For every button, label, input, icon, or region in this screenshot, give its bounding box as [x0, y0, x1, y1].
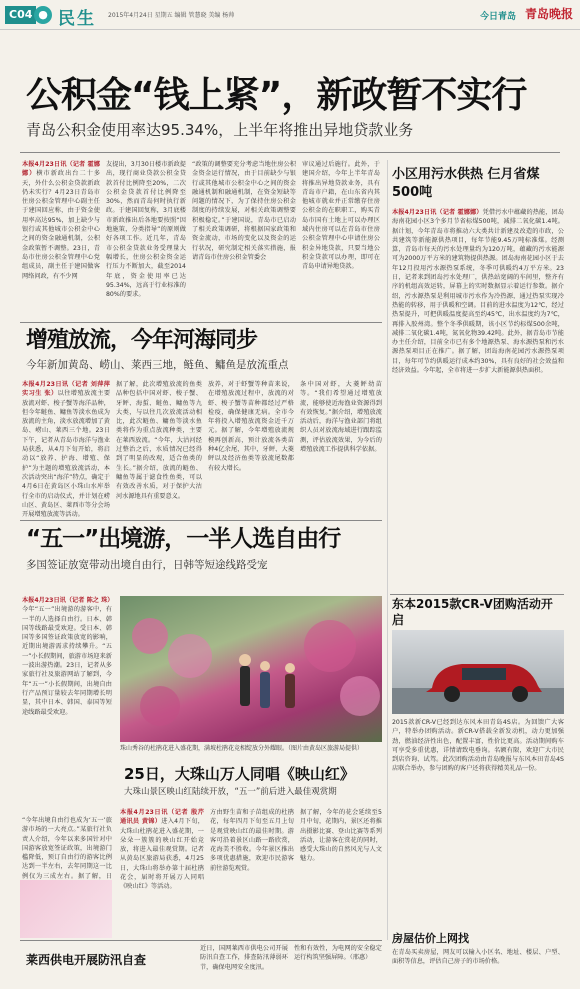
story1-rule	[20, 152, 560, 153]
story3-col2: “今年出境自由行也成为‘五一’旅游市场的一大亮点。”某旅行社负责人介绍，今年以来多国针对中国游客放宽签证政策，出境游门槛降低，预订自由行的游客比例达到一半左右，去年同期这一比例仅为三成左右。据了解，日	[22, 817, 112, 880]
story3-rule	[20, 520, 382, 521]
story4-col3: 据了解，今年的花会延续至5月中旬，花期内，景区还将推出摄影比赛、登山比赛等系列活动，让游客在赏花的同时，感受大珠山的自然风光与人文魅力。	[300, 809, 382, 863]
story1-col3: “政策的调整要充分考虑当地住房公积金资金运行情况，由于目前缺少与银行或其他城市公积金中心之间的资金融通机制和融通机制，在资金短缺等问题的情况下，为了保持住房公积金制度的持续发展，对相关政策调整要积极稳定。”于建国说，青岛市已启动了相关政策调研，将根据国家政策和资金流动，市场的变化以及资金的运行状况，研究制定相关落实措施，报请青岛市住房公积金管委会	[192, 161, 296, 261]
story3-lead: 本报4月23日讯（记者 陈之 珠）	[22, 597, 114, 604]
story2-lead: 本报4月23日讯（记者 刘萍萍 实习生 张）	[22, 381, 110, 398]
side3-headline: 房屋估价上网找	[392, 932, 469, 945]
story4-col1	[120, 808, 204, 936]
story1-lead: 本报4月23日讯（记者 霍娜娜）	[22, 161, 100, 178]
story4-headline: 25日，大珠山万人同唱《映山红》	[124, 765, 355, 783]
side2-body: 2015款新CR-V已经到达东风本田青岛4S店。为回馈广大客户，特举办团购活动。新CR-V搭载全新发动机，动力更加强劲，燃油经济性出色，配置丰富，性价比更高。活动期间购车可享受多重优惠，详情请致电垂询。名额有限，欢迎广大市民到店咨询、试驾。此次团购活动由青岛晚报与东风本田青岛4S店联合举办，参与团购的客户还将获得精美礼品一份。	[392, 719, 564, 773]
side2-headline: 东本2015款CR-V团购活动开启	[392, 597, 553, 627]
story2-col3: 放养，对于虾蟹等种苗来说，在增殖放流过程中，放流的对虾、梭子蟹等苗种都经过严格检疫，确保健康无病。全市今年将投入增殖放流资金近千万元。据了解，今年增殖放流规模再创新高，预计放流各类苗种4亿余尾，其中，牙鲆、大菱鲆以及经济鱼类等放流尾数都有较大增长。	[208, 381, 294, 472]
bottom-col1: 近日，国网莱西市供电公司开展防汛自查工作，排查防汛薄弱环节，确保电网安全度汛。	[200, 945, 288, 971]
story3-text1: 今年“五一”出境游的游客中，有一半的人选择自由行。日本、韩国等线路最受欢迎。受日本、韩国等多国签证政策放宽的影响，近期出境游需求持续攀升。“五一”小长假期间，旅游市场迎来新一波出游热潮。23日，记者从多家旅行社及旅游网站了解到，今年“五一”小长假期间，出境自由行产品预订量较去年同期增长明显，其中日本、韩国、泰国等短途线路最受欢迎。	[22, 606, 112, 716]
decorative-flowers	[20, 880, 112, 938]
section-title: 民生	[58, 9, 96, 29]
side1-body	[392, 208, 564, 590]
photo-caption: 珠山秀谷的杜鹃花进入盛花期，满坡杜鹃花竞相绽放分外耀眼。（图片由黄岛区旅游局提供）	[120, 745, 364, 752]
bottom-headline: 莱西供电开展防汛自查	[26, 953, 147, 967]
partner-label: 今日青岛	[480, 12, 517, 22]
side2-rule	[390, 594, 564, 595]
side3-body: 在青岛买卖房屋，网友可以输入小区名、地址、楼层、户型、面积等信息，评估自己房子的市场价格。	[392, 949, 564, 966]
story1-col2: 友提出，3月30日楼市新政提出，现行商业贷款公积金贷款首付比例降至20%，二次公积金贷款首付比例降至30%，然而青岛何时执行新政。于建国回复称，3月底楼市新政推出后各地要按照“因地施策，分类指导”的原则做好各项工作。近几年，青岛市公积金贷款业务受理量大幅增长，住房公积金资金运行压力不断加大，截至2014年底，资金使用率已达95.34%，远高于行业标准的80%的要求。	[106, 161, 186, 299]
story3-col1	[22, 596, 112, 812]
story1-text1: 横市新政出台二十多天，外什么公积金贷款新政仍未实行？4月23日青岛市住房公积金管理中心副主任于建国回应称，由于资金使用率高达95%，加上缺少与银行或其他城市公积金中心之间的资金融通机制，公积金政策暂不调整。23日，青岛市住房公积金管理中心党组成员，副主任于建国做客网络问政，有不少网	[22, 170, 101, 280]
story2-rule	[20, 322, 382, 323]
bottom-rule	[20, 940, 382, 941]
story1-subhead: 青岛公积金使用率达95.34%，上半年将推出异地贷款业务	[26, 121, 414, 139]
azalea-photo	[120, 596, 382, 742]
story2-subhead: 今年新加黄岛、崂山、莱西三地，鲢鱼、鳙鱼是放流重点	[26, 359, 289, 371]
story2-headline: 增殖放流，今年河海同步	[26, 328, 258, 353]
story4-lead: 本报4月23日讯（记者 殷芹 通讯员 黄锦）	[120, 809, 204, 826]
story4-col2: 方由野生苗和子苗组成的杜鹃花，每年四月下旬至五月上旬是观赏映山红的最佳时期。游客可沿着景区山路一路欣赏，花海美不胜收。今年景区推出多项优惠措施，欢迎市民游客前往游览观赏。	[210, 809, 294, 872]
crv-photo	[392, 630, 564, 714]
side1-text: 凭借污水中蕴藏的热能，团岛海南花园小区3个多月节省标煤500吨，减排二氧化碳1.4吨。据计划，今年青岛市将推动六大类共计新建及改造的市政，公共建筑等新能源供热项目，每年节能9.45万吨标准煤。经测算，青岛市每天的污水处理量约为120万吨，蕴藏的污水能源可为2000万平方米的建筑物提供热源。团岛海南花园小区于去年12月投用污水源热泵系统，冬季可供暖约4万平方米。23日，记者来到团岛污水处理厂，供热站宽阔的车间里，整齐有序的机组高效运转，屏幕上的实时数据显示着运行参数。据介绍，污水源热泵是利用城市污水作为冷热源，通过热泵实现冷热能的转移，用于供暖和空调。目前的进水温度为12℃，经过热泵提升，可把供暖温度提高至约45℃，出水温度约为7℃，再排入胶州湾。整个冬季供暖期，该小区节约标煤500余吨，减排二氧化碳1.4吨，氮氧化物39.42吨。此外，据青岛市节能办主任介绍，目前全市已有多个地源热泵、海水源热泵和污水源热泵项目正在推广。据了解，团岛海南花园污水源热泵项目，每年可节约供暖运行成本约30%，具有良好的社会效益和经济效益。今年起，全市将进一步扩大新能源供热面积。	[392, 209, 564, 375]
story4-text1: 进入4月下旬，大珠山杜鹃花进入盛花期，一朵朵一簇簇的映山红开始竞放，将进入最佳观赏期。记者从黄岛区旅游局获悉，4月25日，大珠山将举办第十届杜鹃花会，届时将开展万人同唱《映山红》等活动。	[120, 818, 204, 891]
bottom-col2: 性和有效性，为电网的安全稳定运行构筑坚强屏障。（邢惠）	[294, 945, 382, 962]
side1-headline: 小区用污水供热 仨月省煤500吨	[392, 167, 540, 200]
section-logo-icon: ●	[34, 6, 52, 24]
page-number: C04	[5, 6, 36, 24]
story2-text1: 以往增殖放流主要放流对虾、梭子蟹等海洋品种，但今年鲢鱼、鳙鱼等淡水鱼成为放流的主角，淡水放流增加了黄岛、崂山、莱西三个地。23日下午，记者从青岛市海洋与渔业局获悉，从4月下旬开始，将启动以“放养、护海、增殖、保护”为主题的增殖放流活动，本次活动突出“海洋”特点，确定于4月6日在黄岛区小珠山水库举行全市的启动仪式，并计划在崂山区、黄岛区、莱西市等分会场开展增殖放流等活动。	[22, 390, 111, 519]
story2-col4: 条中国对虾，大菱鲆幼苗等。“我们希望通过增殖放流，能够使近海渔业资源得到有效恢复。”据介绍，增殖放流活动后，海洋与渔业部门将组织人员对放流海域进行跟踪监测，评估放流效果，为今后的增殖放流工作提供科学依据。	[300, 381, 382, 454]
story1-col4: 审议通过后施行。此外，于建国介绍，今年上半年青岛将推出异地贷款业务，具有青岛市户籍，在山东省内其他城市就业并正常缴存住房公积金的在职职工，购买青岛市国有土地上可以办理区域内住房可以在青岛市住房公积金管理中心申请住房公积金异地贷款，只要当地公积金贷款可以办理，即可在青岛申请异地贷款。	[302, 161, 380, 271]
column-rule	[387, 160, 388, 940]
side1-lead: 本报4月23日讯（记者 霍娜娜）	[392, 209, 483, 216]
story3-subhead: 多国签证放宽带动出境自由行，日韩等短途线路受宠	[26, 559, 268, 571]
brand-logo: 青岛晚报	[525, 7, 574, 21]
story1-col1	[22, 160, 100, 318]
story2-col2: 据了解，此次增殖放流的鱼类品种包括中国对虾、梭子蟹、牙鲆、海蜇、鲢鱼、鳙鱼等九大类，与以往几次放流活动相比，此次鲢鱼、鳙鱼等淡水鱼类将作为重点放流种类，主要在莱西放流。“今年，大沽河经过整治之后，水质情况已经得到了明显的改观，适合鱼类的生长。”据介绍，放流的鲢鱼、鳙鱼等属于滤食性鱼类，可以有效改善水质，对于保护大沽河水源地具有重要意义。	[116, 381, 202, 500]
car-icon	[392, 630, 564, 714]
issue-meta: 2015年4月24日 星期五 编辑 管慧晓 美编 杨帅	[108, 12, 235, 19]
story2-col1	[22, 380, 111, 519]
azalea-photo-svg	[120, 596, 382, 742]
story3-headline: “五一”出境游，一半人选自由行	[26, 526, 341, 552]
story1-headline: 公积金“钱上紧”，新政暂不实行	[26, 75, 527, 116]
story4-subhead: 大珠山景区映山红陆续开放，“五一”前后进入最佳观赏期	[124, 787, 337, 797]
